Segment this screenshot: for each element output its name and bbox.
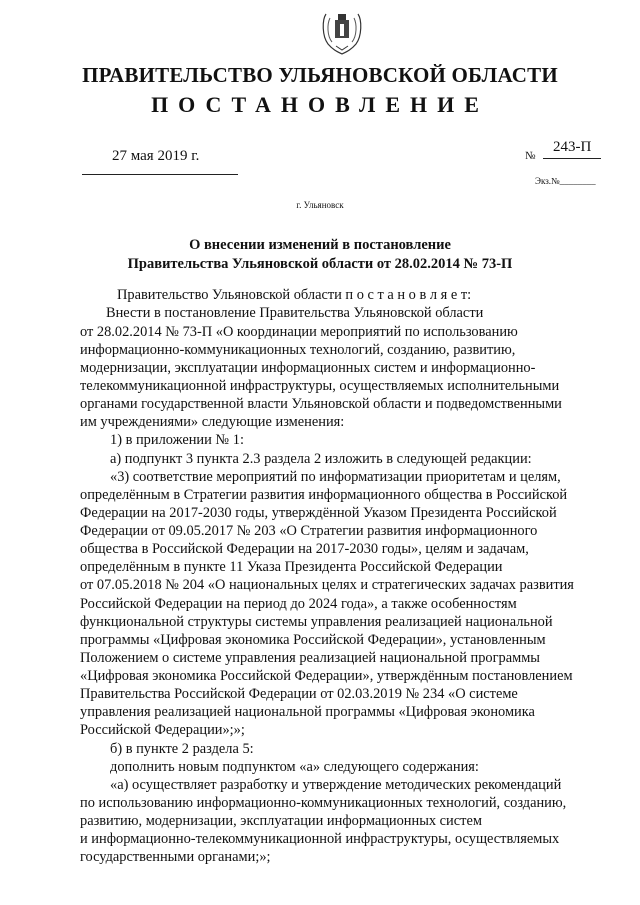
- document-date: 27 мая 2019 г.: [112, 148, 200, 164]
- body-line: определённым в Стратегии развития информационного общества в Российской: [80, 487, 568, 503]
- body-line: Российской Федерации на период до 2024 года», а также особенностям: [80, 596, 517, 612]
- body-line: управления реализацией национальной программы «Цифровая экономика: [80, 704, 535, 720]
- body-line: развитию, модернизации, эксплуатации информационных систем: [80, 813, 482, 829]
- body-line: Правительства Российской Федерации от 02.03.2019 № 234 «О системе: [80, 686, 518, 702]
- body-line: «Цифровая экономика Российской Федерации», утверждённым постановлением: [80, 668, 573, 684]
- date-underline: [82, 174, 238, 175]
- body-line: «3) соответствие мероприятий по информатизации приоритетам и целям,: [110, 469, 561, 485]
- body-line: Положением о системе управления реализацией национальной программы: [80, 650, 540, 666]
- body-line: программы «Цифровая экономика Российской Федерации», установленным: [80, 632, 546, 648]
- body-line: от 07.05.2018 № 204 «О национальных целях и стратегических задачах развития: [80, 577, 574, 593]
- body-line: им учреждениями» следующие изменения:: [80, 414, 345, 430]
- body-line: б) в пункте 2 раздела 5:: [110, 741, 254, 757]
- body-line: по использованию информационно-коммуникационных технологий, созданию,: [80, 795, 567, 811]
- number-underline: [543, 158, 601, 159]
- body-line: «а) осуществляет разработку и утверждение методических рекомендаций: [110, 777, 562, 793]
- body-line: 1) в приложении № 1:: [110, 432, 244, 448]
- body-line: функциональной структуры системы управления реализацией национальной: [80, 614, 553, 630]
- number-label: №: [525, 150, 536, 162]
- coat-of-arms-icon: [320, 6, 364, 56]
- document-number: 243-П: [553, 139, 592, 155]
- body-line: а) подпункт 3 пункта 2.3 раздела 2 изложить в следующей редакции:: [110, 451, 532, 467]
- city: г. Ульяновск: [296, 200, 344, 210]
- document-title-line-2: Правительства Ульяновской области от 28.02.2014 № 73-П: [127, 256, 513, 272]
- copy-number-label: Экз.№________: [535, 176, 596, 186]
- body-line: дополнить новым подпунктом «а» следующего содержания:: [110, 759, 479, 775]
- body-line: от 28.02.2014 № 73-П «О координации мероприятий по использованию: [80, 324, 518, 340]
- body-line: телекоммуникационной инфраструктуры, осуществляемых исполнительными: [80, 378, 560, 394]
- body-line: общества в Российской Федерации на 2017-2030 годы», целям и задачам,: [80, 541, 529, 557]
- body-line: модернизации, эксплуатации информационных систем и информационно-: [80, 360, 536, 376]
- body-line: Федерации от 09.05.2017 № 203 «О Стратегии развития информационного: [80, 523, 538, 539]
- document-title-line-1: О внесении изменений в постановление: [189, 237, 451, 253]
- body-line: информационно-коммуникационных технологий, созданию, развитию,: [80, 342, 516, 358]
- body-line: государственными органами;»;: [80, 849, 271, 865]
- body-line: Федерации на 2017-2030 годы, утверждённой Указом Президента Российской: [80, 505, 557, 521]
- body-line: органами государственной власти Ульяновской области и подведомственными: [80, 396, 562, 412]
- government-name: ПРАВИТЕЛЬСТВО УЛЬЯНОВСКОЙ ОБЛАСТИ: [82, 63, 558, 87]
- body-line: Правительство Ульяновской области п о с т а н о в л я е т:: [117, 287, 472, 303]
- body-line: определённым в пункте 11 Указа Президента Российской Федерации: [80, 559, 503, 575]
- body-line: и информационно-телекоммуникационной инфраструктуры, осуществляемых: [80, 831, 560, 847]
- body-line: Внести в постановление Правительства Ульяновской области: [106, 305, 484, 321]
- document-type: ПОСТАНОВЛЕНИЕ: [151, 92, 489, 117]
- body-line: Российской Федерации»;»;: [80, 722, 245, 738]
